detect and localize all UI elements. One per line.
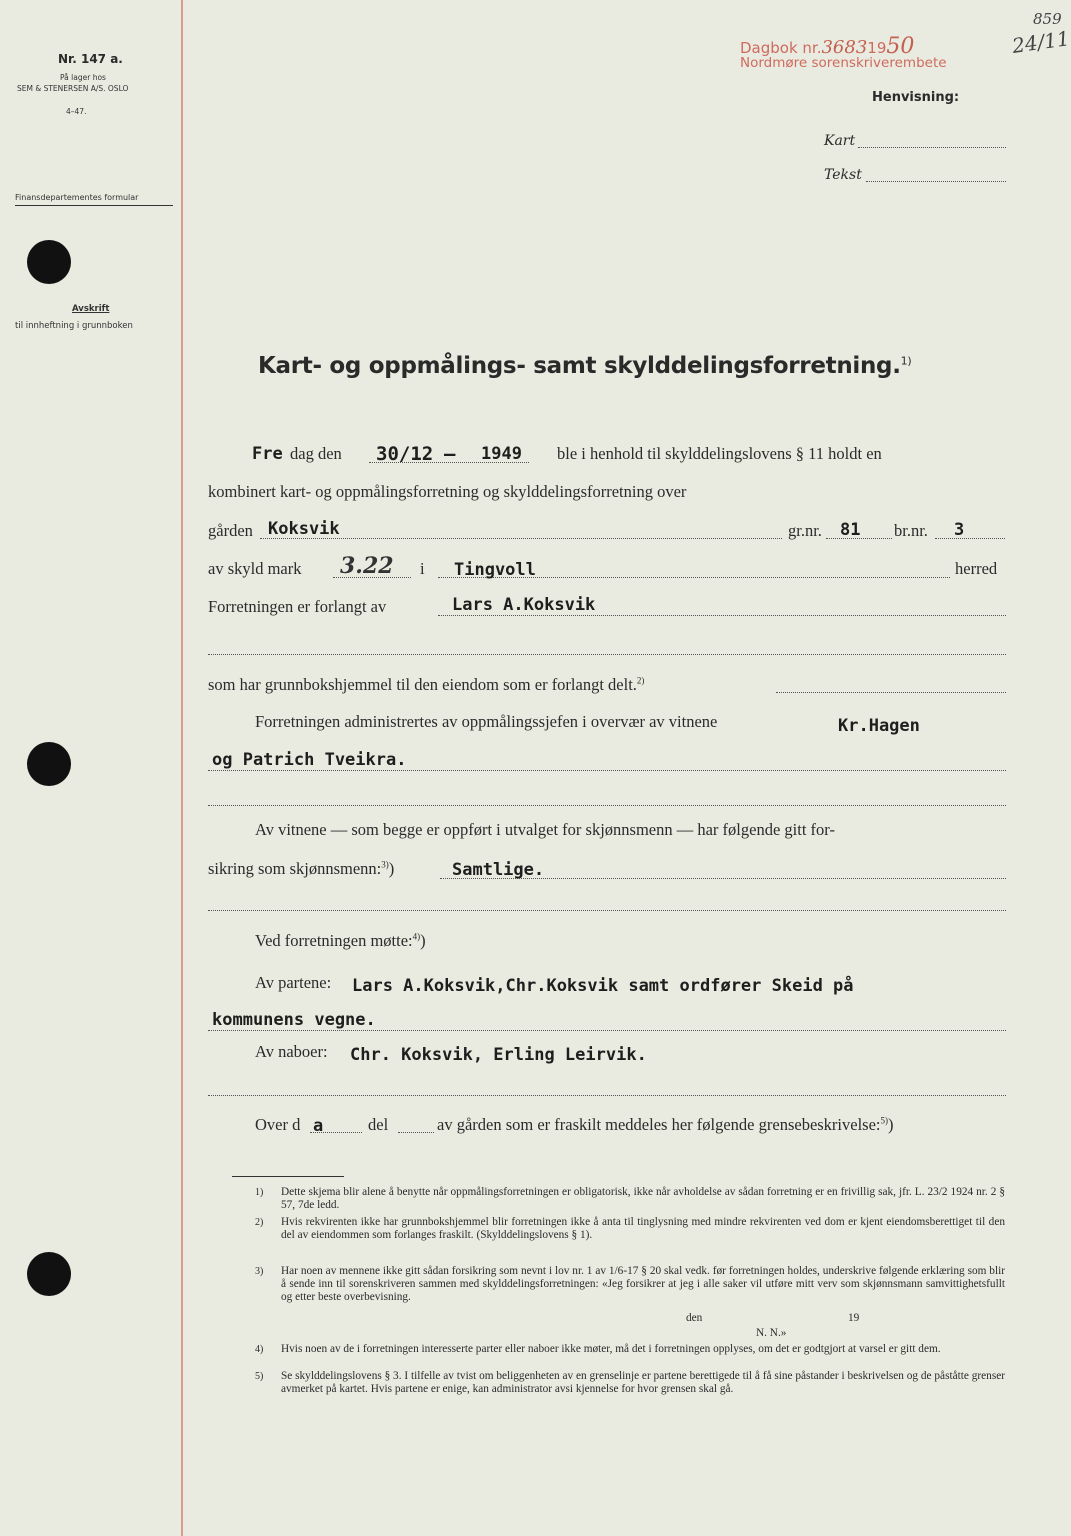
line6-fill [776,692,1006,693]
witness-line [208,770,1006,771]
municipality: Tingvoll [454,560,536,580]
footnote-1: 1) Dette skjema blir alene å benytte når oppmålingsforretningen er obligatorisk, ikke når avholdelse av sådan forretning er en frivillig sak, jfr. L. 23/2 1924 nr. 2 § 57, 7de ledd. [255,1186,1005,1212]
text-label: Tekst [824,167,862,183]
blank-line [208,805,1006,806]
brnr-line [935,538,1005,539]
form-number: Nr. 147 a. [58,52,123,66]
label-skyld: av skyld mark [208,559,302,578]
print-date: 4–47. [66,107,87,116]
blank-line [208,910,1006,911]
printer-line2: SEM & STENERSEN A/S. OSLO [17,84,129,93]
year: 1949 [481,444,522,464]
label-i: i [420,559,425,578]
printer-line1: På lager hos [60,73,106,82]
punch-hole [27,1252,71,1296]
over-line [310,1132,362,1133]
requester-line [438,615,1006,616]
label-del: del [368,1115,389,1134]
label-over: Over d [255,1115,301,1134]
reference-label: Henvisning: [872,90,960,105]
label-parties: Av partene: [255,973,332,992]
label-requested: Forretningen er forlangt av [208,597,387,616]
label-herred: herred [955,559,998,578]
parties-line1: Lars A.Koksvik,Chr.Koksvik samt ordfører Skeid på [352,976,854,996]
copy-purpose: til innheftning i grunnboken [15,321,133,331]
line9: sikring som skjønnsmenn:$^{3)}$) [208,859,395,878]
fn3-signature: N. N.» [756,1327,787,1339]
line1-rest: ble i henhold til skylddelingslovens § 11 holdt en [557,444,882,463]
line6: som har grunnbokshjemmel til den eiendom som er forlangt delt.$^{2)}$ [208,675,645,694]
punch-hole [27,742,71,786]
margin-line [181,0,183,1536]
requester: Lars A.Koksvik [452,595,596,615]
parties-line2: kommunens vegne. [212,1010,376,1030]
form-owner: Finansdepartementes formular [15,193,139,202]
copy-title: Avskrift [72,304,110,314]
label-grnr: gr.nr. [788,521,822,540]
divider [15,205,173,206]
label-brnr: br.nr. [894,521,928,540]
office-stamp: Nordmøre sorenskriverembete [740,55,947,71]
witness1: Kr.Hagen [838,716,920,736]
diary-label: Dagbok nr.36831950 [740,34,915,59]
blank-line [208,654,1006,655]
neighbours: Chr. Koksvik, Erling Leirvik. [350,1045,647,1065]
footnote-3: 3) Har noen av mennene ikke gitt sådan forsikring som nevnt i lov nr. 1 av 1/6-17 § 20 skal vedk. før forretningen holdes, underskrive følgende erklæring som blir å sende inn til sorenskriveren sammen med skylddelingsforretningen: «Jeg forsikrer at jeg i alle saker vil utføre mitt verv som skjønnsmann samvittighetsfullt og etter beste overbevisning. [255,1265,1005,1304]
insurance: Samtlige. [452,860,545,880]
footnote-2: 2) Hvis rekvirenten ikke har grunnbokshjemmel blir forretningen ikke å anta til tinglysning med mindre rekvirenten ved dom er kjent eiendomsberettiget til den del av eiendommen som forlanges fraskilt. (Skylddelingslovens § 1). [255,1216,1005,1242]
footnote-divider [232,1176,344,1177]
label-dag-den: dag den [290,444,342,463]
line8: Av vitnene — som begge er oppført i utvalget for skjønnsmenn — har følgende gitt for- [255,820,835,839]
blank-line [208,1095,1006,1096]
grnr: 81 [840,520,861,540]
page-number: 859 [1033,10,1062,28]
line2: kombinert kart- og oppmålingsforretning og skylddelingsforretning over [208,482,687,501]
map-label: Kart [824,133,856,149]
farm-name: Koksvik [268,519,340,539]
punch-hole [27,240,71,284]
date-dash: – [444,443,456,465]
skyld-value: 3.22 [340,553,394,579]
line7: Forretningen administrertes av oppmålingssjefen i overvær av vitnene [255,712,718,731]
fn3-den: den [686,1312,703,1324]
label-neighbours: Av naboer: [255,1042,328,1061]
weekday: Fre [252,444,283,464]
fn3-year: 19 [848,1312,860,1324]
witness2: og Patrich Tveikra. [212,750,407,770]
diary-date: 24/11 [1010,26,1071,58]
footnote-5: 5) Se skylddelingslovens § 3. I tilfelle av tvist om beliggenheten av en grenselinje er partene berettigede til å få sine påstander i beskrivelsen og de påståtte grenser avmerket på kartet. Hvis partene er enige, kan administrator avsi kjennelse for hvor grensen skal gå. [255,1370,1005,1396]
brnr: 3 [954,520,965,540]
over-fill: a [313,1116,324,1136]
line10: Ved forretningen møtte:$^{4)}$) [255,931,426,950]
parties-line [208,1030,1006,1031]
del-line [398,1132,434,1133]
footnote-4: 4) Hvis noen av de i forretningen interesserte parter eller naboer ikke møter, må det i forretningen opplyses, om det er godtgjort at varsel er gitt dem. [255,1343,941,1355]
label-garden: gården [208,521,253,540]
text-line [866,181,1006,182]
document-title: Kart- og oppmålings- samt skylddelingsforretning.$^{1)}$ [258,353,912,379]
line13-rest: av gården som er fraskilt meddeles her følgende grensebeskrivelse:$^{5)}$) [437,1115,894,1134]
date: 30/12 [376,443,434,465]
map-line [858,147,1006,148]
